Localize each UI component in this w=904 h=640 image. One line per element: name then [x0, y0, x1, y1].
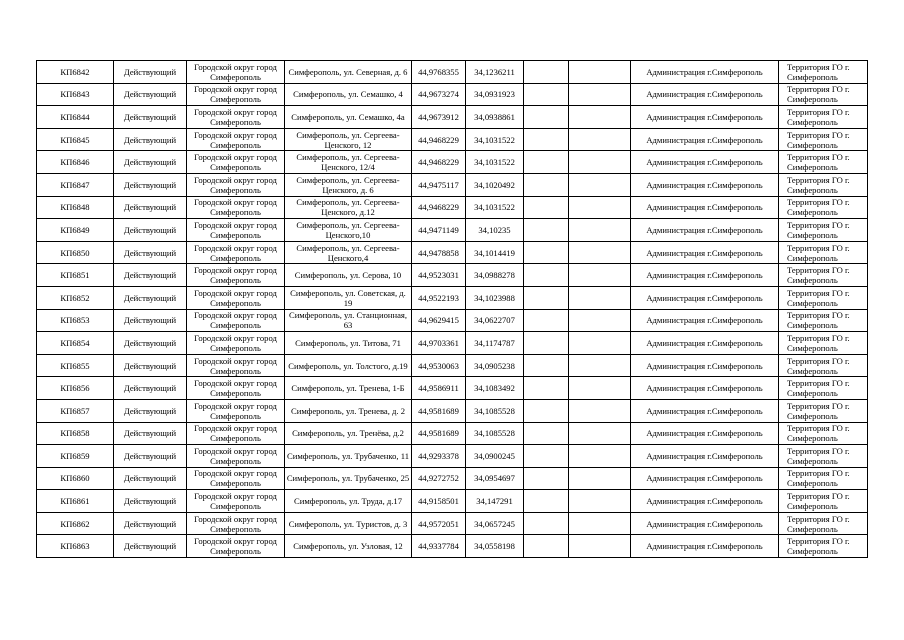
table-row — [37, 512, 868, 535]
cell-status: Действующий — [114, 332, 187, 355]
cell-empty2 — [569, 286, 631, 309]
cell-address: Симферополь, ул. Узловая, 12 — [285, 535, 412, 558]
cell-code: КП6848 — [37, 196, 114, 219]
cell-lat: 44,9530063 — [412, 354, 466, 377]
cell-code: КП6854 — [37, 332, 114, 355]
cell-territory: Территория ГО г. Симферополь — [779, 61, 868, 84]
cell-territory: Территория ГО г. Симферополь — [779, 332, 868, 355]
cell-empty2 — [569, 332, 631, 355]
cell-address: Симферополь, ул. Тренёва, д.2 — [285, 422, 412, 445]
cell-lat: 44,9581689 — [412, 422, 466, 445]
cell-district: Городской округ город Симферополь — [187, 332, 285, 355]
cell-empty1 — [524, 490, 569, 513]
table-row — [37, 173, 868, 196]
cell-lat: 44,9158501 — [412, 490, 466, 513]
table-row — [37, 106, 868, 129]
cell-empty2 — [569, 128, 631, 151]
table-row — [37, 61, 868, 84]
cell-lon: 34,0900245 — [466, 445, 524, 468]
cell-address: Симферополь, ул. Трубаченко, 25 — [285, 467, 412, 490]
cell-owner: Администрация г.Симферополь — [631, 196, 779, 219]
cell-address: Симферополь, ул. Северная, д. 6 — [285, 61, 412, 84]
cell-territory: Территория ГО г. Симферополь — [779, 535, 868, 558]
cell-district: Городской округ город Симферополь — [187, 467, 285, 490]
cell-code: КП6863 — [37, 535, 114, 558]
cell-owner: Администрация г.Симферополь — [631, 173, 779, 196]
cell-district: Городской округ город Симферополь — [187, 512, 285, 535]
table-row — [37, 128, 868, 151]
cell-lon: 34,0905238 — [466, 354, 524, 377]
cell-status: Действующий — [114, 467, 187, 490]
cell-code: КП6846 — [37, 151, 114, 174]
cell-lat: 44,9293378 — [412, 445, 466, 468]
cell-territory: Территория ГО г. Симферополь — [779, 173, 868, 196]
cell-lon: 34,1174787 — [466, 332, 524, 355]
cell-territory: Территория ГО г. Симферополь — [779, 399, 868, 422]
cell-code: КП6851 — [37, 264, 114, 287]
cell-lon: 34,0657245 — [466, 512, 524, 535]
cell-district: Городской округ город Симферополь — [187, 61, 285, 84]
cell-empty1 — [524, 309, 569, 332]
cell-empty1 — [524, 445, 569, 468]
cell-territory: Территория ГО г. Симферополь — [779, 264, 868, 287]
cell-status: Действующий — [114, 512, 187, 535]
cell-status: Действующий — [114, 219, 187, 242]
cell-address: Симферополь, ул. Сергеева-Ценского, д. 6 — [285, 173, 412, 196]
cell-code: КП6842 — [37, 61, 114, 84]
cell-lat: 44,9272752 — [412, 467, 466, 490]
cell-empty1 — [524, 535, 569, 558]
cell-lon: 34,1085528 — [466, 422, 524, 445]
cell-district: Городской округ город Симферополь — [187, 151, 285, 174]
cell-empty1 — [524, 128, 569, 151]
cell-address: Симферополь, ул. Сергеева-Ценского,4 — [285, 241, 412, 264]
cell-status: Действующий — [114, 535, 187, 558]
cell-empty1 — [524, 377, 569, 400]
cell-status: Действующий — [114, 286, 187, 309]
table-row — [37, 445, 868, 468]
table-row — [37, 377, 868, 400]
cell-empty1 — [524, 467, 569, 490]
cell-territory: Территория ГО г. Симферополь — [779, 151, 868, 174]
cell-code: КП6850 — [37, 241, 114, 264]
table-row — [37, 422, 868, 445]
cell-address: Симферополь, ул. Семашко, 4 — [285, 83, 412, 106]
cell-empty1 — [524, 264, 569, 287]
cell-empty1 — [524, 61, 569, 84]
cell-lat: 44,9768355 — [412, 61, 466, 84]
cell-lat: 44,9629415 — [412, 309, 466, 332]
table-row — [37, 219, 868, 242]
cell-status: Действующий — [114, 196, 187, 219]
cell-owner: Администрация г.Симферополь — [631, 332, 779, 355]
cell-territory: Территория ГО г. Симферополь — [779, 106, 868, 129]
cell-lon: 34,0622707 — [466, 309, 524, 332]
cell-empty2 — [569, 490, 631, 513]
cell-lat: 44,9703361 — [412, 332, 466, 355]
cell-code: КП6859 — [37, 445, 114, 468]
cell-owner: Администрация г.Симферополь — [631, 422, 779, 445]
cell-owner: Администрация г.Симферополь — [631, 219, 779, 242]
cell-owner: Администрация г.Симферополь — [631, 354, 779, 377]
cell-owner: Администрация г.Симферополь — [631, 399, 779, 422]
cell-code: КП6849 — [37, 219, 114, 242]
cell-code: КП6862 — [37, 512, 114, 535]
points-table — [36, 60, 868, 558]
cell-lon: 34,1031522 — [466, 128, 524, 151]
cell-address: Симферополь, ул. Сергеева-Ценского, 12 — [285, 128, 412, 151]
table-row — [37, 241, 868, 264]
table-row — [37, 399, 868, 422]
cell-empty2 — [569, 173, 631, 196]
cell-empty2 — [569, 445, 631, 468]
cell-empty1 — [524, 106, 569, 129]
cell-owner: Администрация г.Симферополь — [631, 445, 779, 468]
cell-status: Действующий — [114, 354, 187, 377]
cell-lon: 34,0988278 — [466, 264, 524, 287]
cell-status: Действующий — [114, 264, 187, 287]
cell-lon: 34,0954697 — [466, 467, 524, 490]
cell-territory: Территория ГО г. Симферополь — [779, 422, 868, 445]
table-row — [37, 467, 868, 490]
cell-lon: 34,1023988 — [466, 286, 524, 309]
cell-empty2 — [569, 61, 631, 84]
cell-empty2 — [569, 83, 631, 106]
cell-lon: 34,1083492 — [466, 377, 524, 400]
cell-status: Действующий — [114, 106, 187, 129]
document-sheet — [36, 60, 868, 558]
cell-territory: Территория ГО г. Симферополь — [779, 490, 868, 513]
cell-territory: Территория ГО г. Симферополь — [779, 512, 868, 535]
cell-address: Симферополь, ул. Трубаченко, 11 — [285, 445, 412, 468]
cell-lon: 34,1031522 — [466, 196, 524, 219]
table-row — [37, 332, 868, 355]
table-row — [37, 354, 868, 377]
cell-owner: Администрация г.Симферополь — [631, 106, 779, 129]
cell-lat: 44,9586911 — [412, 377, 466, 400]
cell-district: Городской округ город Симферополь — [187, 264, 285, 287]
table-row — [37, 196, 868, 219]
cell-district: Городской округ город Симферополь — [187, 219, 285, 242]
cell-address: Симферополь, ул. Сергеева-Ценского, д.12 — [285, 196, 412, 219]
cell-lon: 34,0558198 — [466, 535, 524, 558]
cell-lon: 34,0938861 — [466, 106, 524, 129]
cell-address: Симферополь, ул. Семашко, 4а — [285, 106, 412, 129]
cell-code: КП6845 — [37, 128, 114, 151]
cell-address: Симферополь, ул. Титова, 71 — [285, 332, 412, 355]
cell-address: Симферополь, ул. Тренева, 1-Б — [285, 377, 412, 400]
cell-district: Городской округ город Симферополь — [187, 241, 285, 264]
cell-district: Городской округ город Симферополь — [187, 83, 285, 106]
cell-lat: 44,9673274 — [412, 83, 466, 106]
cell-owner: Администрация г.Симферополь — [631, 512, 779, 535]
cell-empty2 — [569, 309, 631, 332]
cell-territory: Территория ГО г. Симферополь — [779, 83, 868, 106]
cell-code: КП6847 — [37, 173, 114, 196]
cell-district: Городской округ город Симферополь — [187, 535, 285, 558]
cell-owner: Администрация г.Симферополь — [631, 83, 779, 106]
cell-territory: Территория ГО г. Симферополь — [779, 128, 868, 151]
cell-territory: Территория ГО г. Симферополь — [779, 241, 868, 264]
cell-status: Действующий — [114, 445, 187, 468]
cell-empty1 — [524, 241, 569, 264]
cell-empty2 — [569, 535, 631, 558]
cell-lon: 34,10235 — [466, 219, 524, 242]
cell-lat: 44,9471149 — [412, 219, 466, 242]
cell-empty2 — [569, 241, 631, 264]
cell-lat: 44,9523031 — [412, 264, 466, 287]
cell-address: Симферополь, ул. Труда, д.17 — [285, 490, 412, 513]
cell-lat: 44,9475117 — [412, 173, 466, 196]
cell-status: Действующий — [114, 422, 187, 445]
cell-code: КП6856 — [37, 377, 114, 400]
cell-status: Действующий — [114, 128, 187, 151]
cell-empty2 — [569, 467, 631, 490]
cell-code: КП6861 — [37, 490, 114, 513]
cell-address: Симферополь, ул. Станционная, 63 — [285, 309, 412, 332]
cell-lon: 34,1014419 — [466, 241, 524, 264]
cell-empty2 — [569, 399, 631, 422]
table-row — [37, 286, 868, 309]
table-body — [37, 61, 868, 558]
table-row — [37, 309, 868, 332]
cell-code: КП6852 — [37, 286, 114, 309]
cell-district: Городской округ город Симферополь — [187, 399, 285, 422]
cell-district: Городской округ город Симферополь — [187, 196, 285, 219]
cell-empty1 — [524, 354, 569, 377]
cell-code: КП6843 — [37, 83, 114, 106]
cell-empty2 — [569, 354, 631, 377]
cell-address: Симферополь, ул. Тренева, д. 2 — [285, 399, 412, 422]
cell-owner: Администрация г.Симферополь — [631, 535, 779, 558]
cell-district: Городской округ город Симферополь — [187, 286, 285, 309]
cell-empty2 — [569, 106, 631, 129]
cell-code: КП6853 — [37, 309, 114, 332]
cell-code: КП6855 — [37, 354, 114, 377]
cell-owner: Администрация г.Симферополь — [631, 128, 779, 151]
cell-code: КП6860 — [37, 467, 114, 490]
cell-empty1 — [524, 151, 569, 174]
cell-district: Городской округ город Симферополь — [187, 445, 285, 468]
cell-empty1 — [524, 332, 569, 355]
cell-empty1 — [524, 286, 569, 309]
cell-owner: Администрация г.Симферополь — [631, 241, 779, 264]
cell-territory: Территория ГО г. Симферополь — [779, 377, 868, 400]
table-row — [37, 264, 868, 287]
cell-territory: Территория ГО г. Симферополь — [779, 286, 868, 309]
cell-code: КП6857 — [37, 399, 114, 422]
cell-empty1 — [524, 83, 569, 106]
cell-owner: Администрация г.Симферополь — [631, 309, 779, 332]
cell-address: Симферополь, ул. Сергеева-Ценского, 12/4 — [285, 151, 412, 174]
cell-address: Симферополь, ул. Серова, 10 — [285, 264, 412, 287]
cell-empty2 — [569, 377, 631, 400]
cell-owner: Администрация г.Симферополь — [631, 61, 779, 84]
cell-district: Городской округ город Симферополь — [187, 309, 285, 332]
cell-empty1 — [524, 173, 569, 196]
cell-owner: Администрация г.Симферополь — [631, 151, 779, 174]
cell-code: КП6858 — [37, 422, 114, 445]
cell-address: Симферополь, ул. Советская, д. 19 — [285, 286, 412, 309]
cell-lat: 44,9468229 — [412, 128, 466, 151]
cell-district: Городской округ город Симферополь — [187, 377, 285, 400]
cell-empty1 — [524, 512, 569, 535]
cell-district: Городской округ город Симферополь — [187, 106, 285, 129]
cell-lat: 44,9572051 — [412, 512, 466, 535]
cell-empty2 — [569, 151, 631, 174]
cell-empty2 — [569, 422, 631, 445]
cell-lat: 44,9673912 — [412, 106, 466, 129]
cell-territory: Территория ГО г. Симферополь — [779, 354, 868, 377]
cell-district: Городской округ город Симферополь — [187, 490, 285, 513]
cell-lat: 44,9522193 — [412, 286, 466, 309]
cell-status: Действующий — [114, 61, 187, 84]
cell-address: Симферополь, ул. Толстого, д.19 — [285, 354, 412, 377]
cell-empty2 — [569, 219, 631, 242]
cell-lat: 44,9581689 — [412, 399, 466, 422]
cell-lat: 44,9478858 — [412, 241, 466, 264]
cell-empty2 — [569, 264, 631, 287]
cell-district: Городской округ город Симферополь — [187, 173, 285, 196]
table-row — [37, 83, 868, 106]
cell-status: Действующий — [114, 377, 187, 400]
cell-status: Действующий — [114, 490, 187, 513]
cell-status: Действующий — [114, 173, 187, 196]
cell-territory: Территория ГО г. Симферополь — [779, 467, 868, 490]
cell-lon: 34,1085528 — [466, 399, 524, 422]
cell-lat: 44,9468229 — [412, 196, 466, 219]
table-row — [37, 535, 868, 558]
cell-status: Действующий — [114, 241, 187, 264]
cell-territory: Территория ГО г. Симферополь — [779, 445, 868, 468]
cell-lon: 34,1031522 — [466, 151, 524, 174]
cell-status: Действующий — [114, 151, 187, 174]
cell-empty2 — [569, 512, 631, 535]
cell-status: Действующий — [114, 309, 187, 332]
cell-lon: 34,1236211 — [466, 61, 524, 84]
table-row — [37, 151, 868, 174]
cell-lat: 44,9337784 — [412, 535, 466, 558]
cell-empty1 — [524, 399, 569, 422]
cell-district: Городской округ город Симферополь — [187, 354, 285, 377]
table-row — [37, 490, 868, 513]
cell-district: Городской округ город Симферополь — [187, 422, 285, 445]
cell-lat: 44,9468229 — [412, 151, 466, 174]
cell-empty1 — [524, 422, 569, 445]
cell-status: Действующий — [114, 399, 187, 422]
cell-code: КП6844 — [37, 106, 114, 129]
cell-owner: Администрация г.Симферополь — [631, 490, 779, 513]
cell-empty2 — [569, 196, 631, 219]
cell-owner: Администрация г.Симферополь — [631, 264, 779, 287]
cell-empty1 — [524, 219, 569, 242]
cell-empty1 — [524, 196, 569, 219]
cell-territory: Территория ГО г. Симферополь — [779, 219, 868, 242]
cell-address: Симферополь, ул. Туристов, д. 3 — [285, 512, 412, 535]
cell-lon: 34,1020492 — [466, 173, 524, 196]
cell-territory: Территория ГО г. Симферополь — [779, 196, 868, 219]
cell-address: Симферополь, ул. Сергеева-Ценского,10 — [285, 219, 412, 242]
cell-owner: Администрация г.Симферополь — [631, 467, 779, 490]
cell-territory: Территория ГО г. Симферополь — [779, 309, 868, 332]
cell-owner: Администрация г.Симферополь — [631, 286, 779, 309]
cell-district: Городской округ город Симферополь — [187, 128, 285, 151]
cell-owner: Администрация г.Симферополь — [631, 377, 779, 400]
cell-lon: 34,147291 — [466, 490, 524, 513]
cell-status: Действующий — [114, 83, 187, 106]
cell-lon: 34,0931923 — [466, 83, 524, 106]
